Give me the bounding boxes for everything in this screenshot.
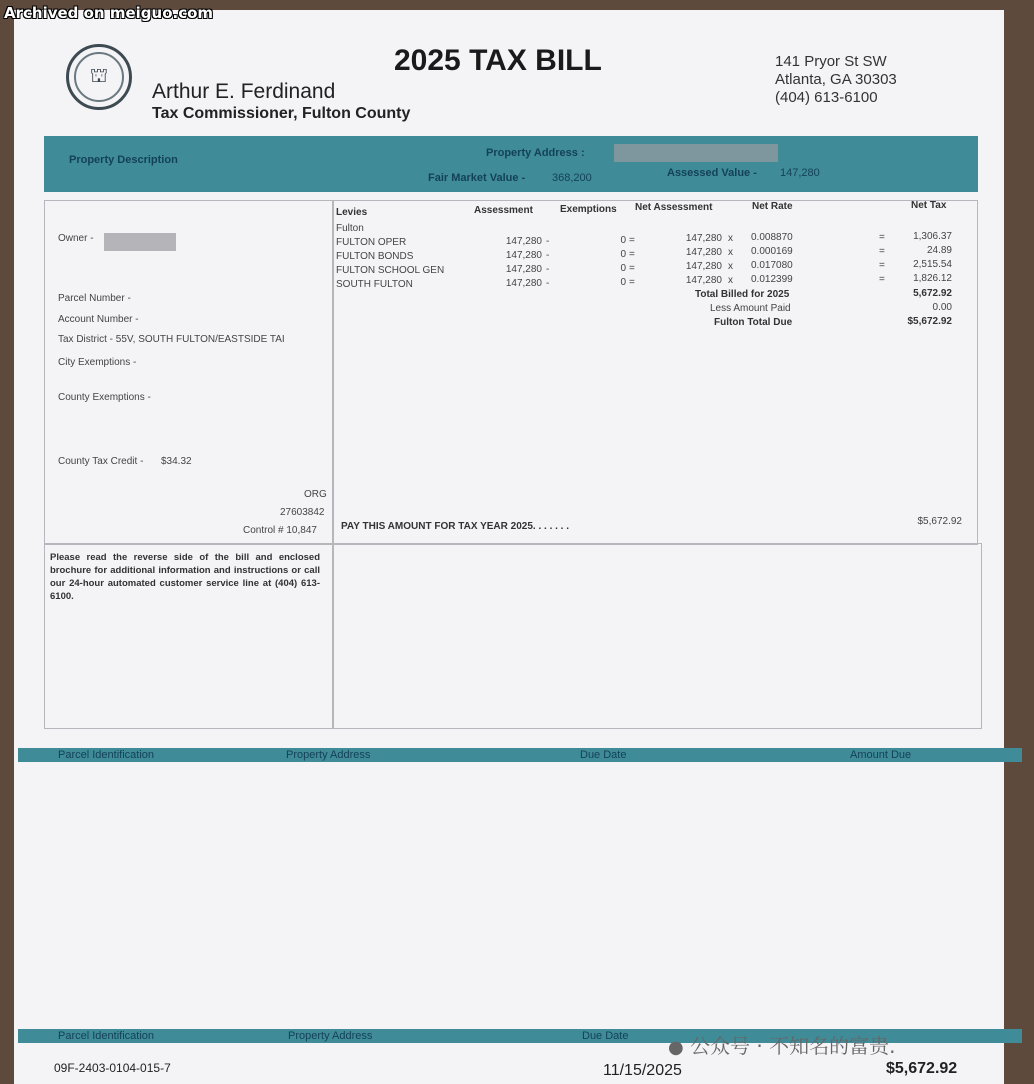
total-due-label: Fulton Total Due [714,317,793,328]
total-billed-label: Total Billed for 2025 [695,289,790,300]
address-line-2: Atlanta, GA 30303 [775,71,897,88]
levy-assessment: 147,280 [505,250,542,261]
property-description-label: Property Description [69,154,178,166]
redacted-address [614,144,778,162]
property-address-label: Property Address : [486,147,585,159]
assessed-value-label: Assessed Value - [667,167,757,179]
stub-due-date-header: Due Date [582,1030,629,1042]
assessment-header: Assessment [474,205,533,216]
levy-net-assessment: 147,280 [685,247,722,258]
levy-net-assessment: 147,280 [685,233,722,244]
account-number-label: Account Number - [58,314,139,325]
exemptions-header: Exemptions [560,204,617,215]
levy-net-tax: 1,306.37 [913,231,952,242]
total-billed-value: 5,672.92 [913,288,952,299]
stub-due-date-header: Due Date [580,749,627,761]
stub-amount-due-header: Amount Due [850,749,912,761]
levy-assessment: 147,280 [505,278,542,289]
levy-name: SOUTH FULTON [336,279,413,290]
levy-net-tax: 2,515.54 [913,259,952,270]
levy-net-assessment: 147,280 [685,275,722,286]
office-phone: (404) 613-6100 [775,89,878,106]
org-number: 27603842 [280,507,325,518]
owner-info-box [44,200,334,545]
county-exemptions-label: County Exemptions - [58,392,151,403]
blank-box [332,543,982,729]
levy-net-tax: 1,826.12 [913,273,952,284]
property-band [44,136,978,192]
levy-name: FULTON OPER [336,237,407,248]
parcel-number-label: Parcel Number - [58,293,131,304]
county-tax-credit-value: $34.32 [161,456,192,467]
tax-district: Tax District - 55V, SOUTH FULTON/EASTSIDE TAI [58,334,285,345]
stub-property-address-header: Property Address [286,749,371,761]
levy-assessment: 147,280 [505,264,542,275]
levy-net-rate: 0.000169 [751,246,793,257]
levy-exemptions: 0 [620,249,626,260]
stub-band-top [18,748,1022,762]
county-seal-icon: ⛫ [66,44,132,110]
levy-exemptions: 0 [620,277,626,288]
less-paid-label: Less Amount Paid [710,303,791,314]
control-number: Control # 10,847 [243,525,317,536]
levy-net-rate: 0.017080 [751,260,793,271]
fair-market-value: 368,200 [552,172,592,184]
net-assessment-header: Net Assessment [635,202,713,213]
address-line-1: 141 Pryor St SW [775,53,887,70]
levy-exemptions: 0 [620,235,626,246]
archive-watermark: Archived on meiguo.com [4,4,214,22]
less-paid-value: 0.00 [932,302,952,313]
footer-amount: $5,672.92 [886,1060,958,1077]
levy-name: FULTON SCHOOL GEN [336,265,445,276]
city-exemptions-label: City Exemptions - [58,357,137,368]
levy-net-rate: 0.008870 [751,232,793,243]
footer-parcel-id: 09F-2403-0104-015-7 [54,1061,171,1075]
stub-parcel-id-header: Parcel Identification [58,749,154,761]
pay-amount-value: $5,672.92 [917,516,962,527]
redacted-owner [104,233,176,251]
footer-due-date: 11/15/2025 [603,1062,682,1079]
commissioner-title: Tax Commissioner, Fulton County [152,105,411,122]
levy-assessment: 147,280 [505,236,542,247]
wechat-icon: ● [668,1037,684,1058]
stub-parcel-id-header: Parcel Identification [58,1030,154,1042]
county-tax-credit-label: County Tax Credit - [58,456,144,467]
total-due-value: $5,672.92 [907,316,952,327]
net-tax-header: Net Tax [911,200,947,211]
levy-group: Fulton [336,223,364,234]
levy-net-rate: 0.012399 [751,274,793,285]
levy-net-tax: 24.89 [926,245,952,256]
assessed-value: 147,280 [780,167,820,179]
levies-header: Levies [336,207,368,218]
levy-exemptions: 0 [620,263,626,274]
fair-market-label: Fair Market Value - [428,172,526,184]
wechat-watermark [668,1030,896,1059]
office-address [775,53,897,107]
levy-name: FULTON BONDS [336,251,414,262]
commissioner-name: Arthur E. Ferdinand [152,80,336,103]
bill-title: 2025 TAX BILL [394,44,602,77]
stub-property-address-header: Property Address [288,1030,373,1042]
owner-label: Owner - [58,233,94,244]
service-notice: Please read the reverse side of the bill and enclosed brochure for additional information and instructions or call our 24-hour automated customer service line at (404) 613-6100. [50,552,320,602]
pay-amount-label: PAY THIS AMOUNT FOR TAX YEAR 2025. . . . . . . [341,521,570,532]
org-label: ORG [304,489,327,500]
levy-net-assessment: 147,280 [685,261,722,272]
net-rate-header: Net Rate [752,201,793,212]
wechat-account: 公众号 · 不知名的富贵. [690,1034,896,1058]
